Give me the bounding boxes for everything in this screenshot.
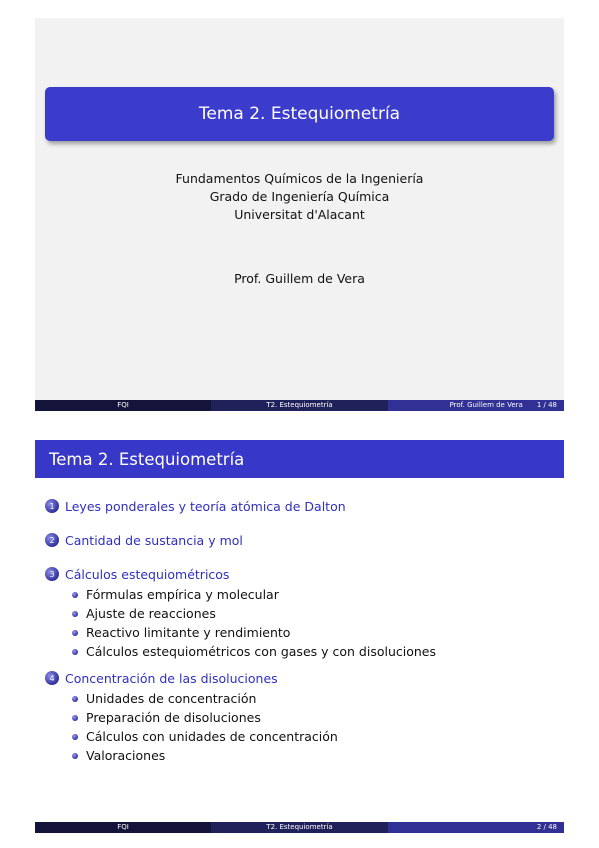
presentation-title: Tema 2. Estequiometría (198, 104, 401, 124)
subsection-label: Valoraciones (86, 748, 166, 763)
toc-subsection[interactable] (45, 642, 555, 661)
toc-subsection[interactable] (45, 708, 555, 727)
author: Prof. Guillem de Vera (234, 271, 365, 286)
presentation-title-block (45, 87, 554, 141)
footer-page-number: 2 / 48 (536, 823, 557, 831)
slide-footer (35, 400, 564, 411)
section-number-icon: 2 (45, 533, 59, 547)
footer-right (388, 822, 564, 833)
section-number-icon: 4 (45, 671, 59, 685)
footer-page-number: 1 / 48 (536, 401, 557, 409)
table-of-contents (45, 497, 555, 765)
bullet-icon (72, 715, 78, 721)
subtitle-block (35, 170, 564, 224)
toc-subsection[interactable] (45, 746, 555, 765)
bullet-icon (72, 753, 78, 759)
footer-right (388, 400, 564, 411)
bullet-icon (72, 630, 78, 636)
university-name: Universitat d'Alacant (234, 207, 365, 222)
section-label: Cantidad de sustancia y mol (65, 532, 243, 548)
bullet-icon (72, 592, 78, 598)
section-label: Cálculos estequiométricos (65, 566, 230, 582)
toc-subsection[interactable] (45, 689, 555, 708)
section-number-icon: 1 (45, 499, 59, 513)
subsection-label: Fórmulas empírica y molecular (86, 587, 279, 602)
subsection-label: Ajuste de reacciones (86, 606, 216, 621)
bullet-icon (72, 649, 78, 655)
slide-footer (35, 822, 564, 833)
section-number-icon: 3 (45, 567, 59, 581)
footer-author: Prof. Guillem de Vera (449, 401, 523, 409)
title-slide (35, 18, 564, 411)
toc-subsection[interactable] (45, 585, 555, 604)
bullet-icon (72, 734, 78, 740)
subsection-label: Cálculos con unidades de concentración (86, 729, 338, 744)
degree-name: Grado de Ingeniería Química (209, 189, 390, 204)
toc-subsection[interactable] (45, 604, 555, 623)
subsection-label: Cálculos estequiométricos con gases y con disoluciones (86, 644, 436, 659)
outline-slide (35, 440, 564, 833)
bullet-icon (72, 696, 78, 702)
section-label: Leyes ponderales y teoría atómica de Dalton (65, 498, 346, 514)
course-name: Fundamentos Químicos de la Ingeniería (175, 171, 424, 186)
footer-topic: T2. Estequiometría (211, 822, 388, 833)
subsection-label: Reactivo limitante y rendimiento (86, 625, 291, 640)
toc-section[interactable] (45, 669, 555, 687)
toc-subsection[interactable] (45, 623, 555, 642)
footer-topic: T2. Estequiometría (211, 400, 388, 411)
bullet-icon (72, 611, 78, 617)
subsection-label: Unidades de concentración (86, 691, 257, 706)
section-label: Concentración de las disoluciones (65, 670, 278, 686)
toc-subsection[interactable] (45, 727, 555, 746)
toc-section[interactable] (45, 531, 555, 549)
footer-short-title: FQI (35, 400, 211, 411)
frame-title: Tema 2. Estequiometría (35, 440, 564, 478)
footer-short-title: FQI (35, 822, 211, 833)
subsection-label: Preparación de disoluciones (86, 710, 261, 725)
toc-section[interactable] (45, 565, 555, 583)
toc-section[interactable] (45, 497, 555, 515)
